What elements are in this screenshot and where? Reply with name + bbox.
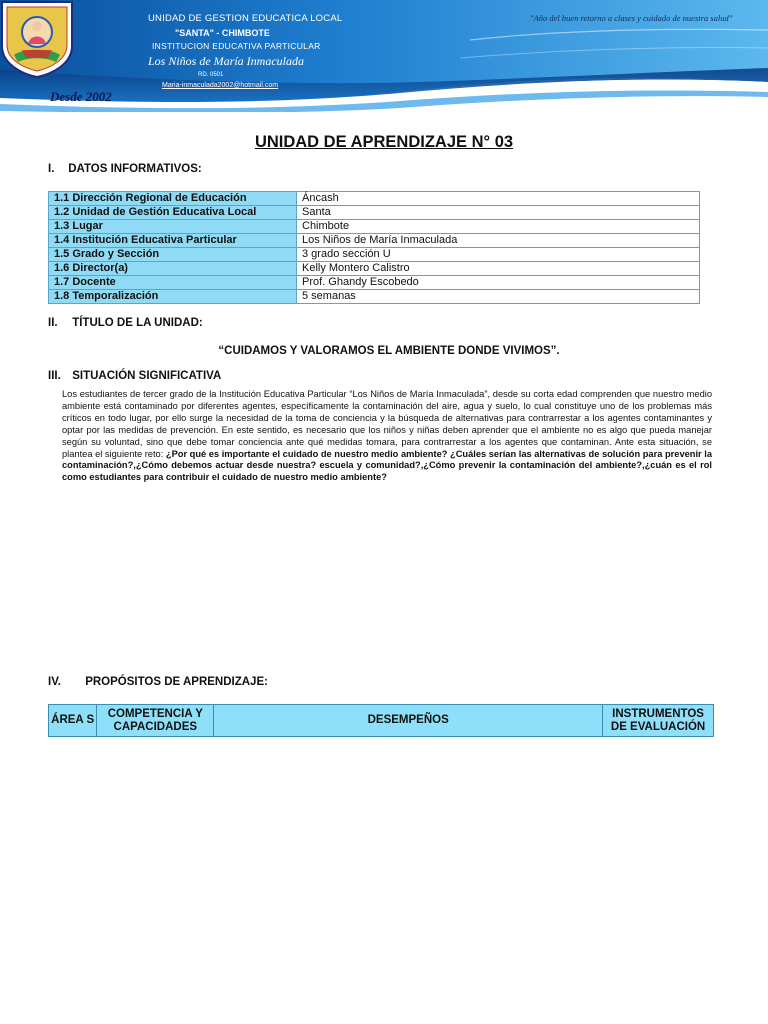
section-heading-titulo	[48, 317, 203, 329]
header-cell-instrumentos: INSTRUMENTOS DE EVALUACIÓN	[603, 705, 714, 737]
info-row	[49, 262, 700, 276]
header-banner	[0, 0, 768, 112]
school-seal-logo	[0, 0, 74, 78]
propositos-table	[48, 704, 714, 737]
situacion-challenge-questions: ¿Por qué es importante el cuidado de nuestro medio ambiente? ¿Cuáles serían las alternativas de solución para prevenir la contaminación?,¿Cómo debemos actuar desde nuestra? escuela y comunidad?,¿Cómo prevenir la contaminación del ambiente?,¿cuán es el rol como estudiantes para contribuir el cuidado de nuestro medio ambiente?	[62, 448, 712, 483]
header-line-location: "SANTA" - CHIMBOTE	[175, 28, 270, 38]
section-number: III.	[48, 370, 61, 382]
info-key-cell: 1.5 Grado y Sección	[49, 248, 297, 262]
header-cell-competencia: COMPETENCIA Y CAPACIDADES	[97, 705, 214, 737]
section-label: PROPÓSITOS DE APRENDIZAJE:	[85, 676, 268, 688]
propositos-header-row	[49, 705, 714, 737]
section-label: TÍTULO DE LA UNIDAD:	[72, 317, 203, 329]
info-key-cell: 1.8 Temporalización	[49, 290, 297, 304]
info-row	[49, 248, 700, 262]
info-value-cell: Áncash	[297, 192, 700, 206]
info-key-cell: 1.1 Dirección Regional de Educación	[49, 192, 297, 206]
header-line-school-name: Los Niños de María Inmaculada	[148, 54, 304, 68]
section-number: I.	[48, 163, 55, 175]
info-value-cell: Prof. Ghandy Escobedo	[297, 276, 700, 290]
header-line-ugel: UNIDAD DE GESTION EDUCATICA LOCAL	[148, 13, 343, 24]
since-year-label: Desde 2002	[50, 89, 112, 104]
section-number: II.	[48, 317, 58, 329]
info-row	[49, 234, 700, 248]
info-key-cell: 1.3 Lugar	[49, 220, 297, 234]
header-line-rd: RD. 0501	[198, 72, 224, 78]
header-cell-areas: ÁREA S	[49, 705, 97, 737]
info-row	[49, 290, 700, 304]
info-key-cell: 1.7 Docente	[49, 276, 297, 290]
situacion-paragraph	[62, 389, 712, 484]
section-label: SITUACIÓN SIGNIFICATIVA	[72, 370, 222, 382]
info-row	[49, 220, 700, 234]
section-label: DATOS INFORMATIVOS:	[68, 163, 202, 175]
info-value-cell: 5 semanas	[297, 290, 700, 304]
section-heading-situacion	[48, 370, 221, 382]
info-value-cell: 3 grado sección U	[297, 248, 700, 262]
section-heading-datos	[48, 163, 202, 175]
datos-informativos-table	[48, 191, 700, 304]
section-heading-propositos	[48, 676, 268, 688]
info-key-cell: 1.4 Institución Educativa Particular	[49, 234, 297, 248]
info-row	[49, 276, 700, 290]
header-motto: "Año del buen retorno a clases y cuidado de nuestra salud"	[530, 13, 733, 23]
page-title: UNIDAD DE APRENDIZAJE N° 03	[254, 133, 514, 151]
info-value-cell: Chimbote	[297, 220, 700, 234]
info-row	[49, 206, 700, 220]
info-value-cell: Los Niños de María Inmaculada	[297, 234, 700, 248]
info-key-cell: 1.2 Unidad de Gestión Educativa Local	[49, 206, 297, 220]
situacion-text: Los estudiantes de tercer grado de la Institución Educativa Particular “Los Niños de María Inmaculada”, desde su corta edad comprenden que nuestro medio ambiente está contaminado por diferentes agentes, específicamente la contaminación del aire, agua y suelo, lo cual constituye uno de los problemas más críticos en todo lugar, por ello surge la necesidad de la toma de conciencia y la búsqueda de alternativas para contrarrestar a los agentes contaminantes y optar por las medidas de prevención. En este sentido, es necesario que los niños y niñas deben aprender que el ambiente no es algo que pueda manejar según su voluntad, sino que debe tomar conciencia ante qué medidas tomara, para contrarrestar a los agentes que contaminan. Ante esta situación, se plantea el siguiente reto:	[62, 389, 712, 459]
section-number: IV.	[48, 676, 62, 688]
header-email-link[interactable]: Maria-inmaculada2002@hotmail.com	[162, 82, 279, 89]
header-line-institution-type: INSTITUCION EDUCATIVA PARTICULAR	[152, 41, 321, 51]
info-row	[49, 192, 700, 206]
info-value-cell: Santa	[297, 206, 700, 220]
info-value-cell: Kelly Montero Calistro	[297, 262, 700, 276]
info-key-cell: 1.6 Director(a)	[49, 262, 297, 276]
header-cell-desempenos: DESEMPEÑOS	[214, 705, 603, 737]
unit-title: “CUIDAMOS Y VALORAMOS EL AMBIENTE DONDE VIVIMOS”.	[218, 345, 560, 357]
